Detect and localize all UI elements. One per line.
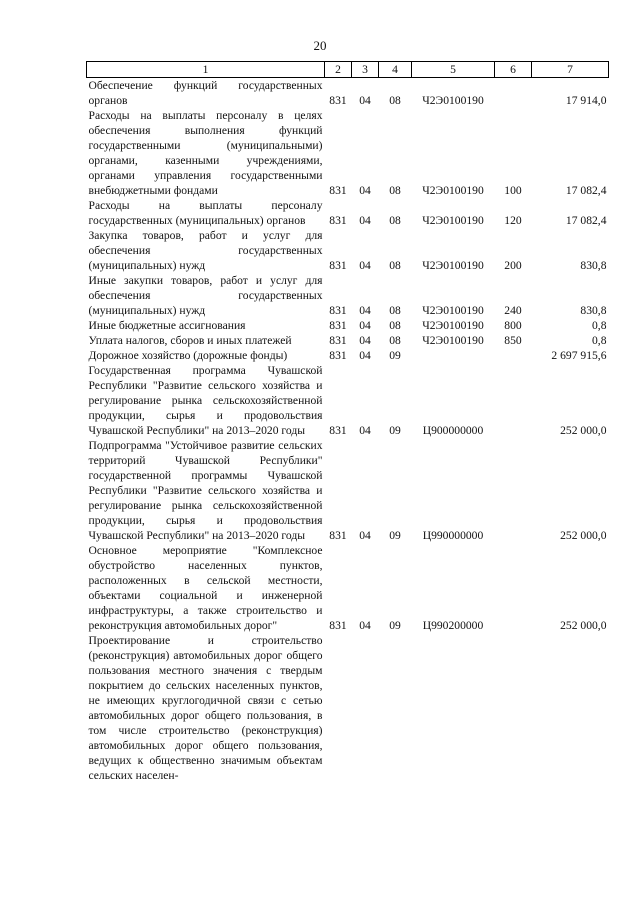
cell-target-article: Ч2Э0100190 xyxy=(422,214,484,227)
cell-target-article: Ц900000000 xyxy=(422,424,484,437)
table-row xyxy=(87,318,609,333)
row-name: Закупка товаров, работ и услуг для обеспечения государственных (муниципальных) нужд xyxy=(88,229,323,272)
cell-section: 04 xyxy=(359,319,371,332)
budget-table xyxy=(86,61,609,783)
cell-admin-code: 831 xyxy=(329,319,347,332)
cell-subsection: 08 xyxy=(389,319,401,332)
cell-expense-type: 240 xyxy=(504,304,522,317)
table-row xyxy=(87,228,609,273)
cell-amount: 17 082,4 xyxy=(565,214,607,227)
cell-section: 04 xyxy=(359,214,371,227)
cell-amount: 830,8 xyxy=(580,304,607,317)
cell-expense-type xyxy=(495,633,532,783)
column-header: 3 xyxy=(352,62,379,78)
cell-admin-code xyxy=(325,633,352,783)
cell-admin-code: 831 xyxy=(329,349,347,362)
table-row xyxy=(87,348,609,363)
column-header: 5 xyxy=(412,62,495,78)
row-name: Обеспечение функций государственных органов xyxy=(88,79,323,107)
cell-target-article xyxy=(412,633,495,783)
table-row xyxy=(87,363,609,438)
table-row xyxy=(87,78,609,109)
cell-subsection: 09 xyxy=(389,529,401,542)
row-name: Иные закупки товаров, работ и услуг для обеспечения государственных (муниципальных) нужд xyxy=(88,274,323,317)
cell-admin-code: 831 xyxy=(329,619,347,632)
cell-admin-code: 831 xyxy=(329,184,347,197)
cell-section xyxy=(352,633,379,783)
cell-amount: 0,8 xyxy=(592,334,607,347)
table-row xyxy=(87,108,609,198)
cell-expense-type xyxy=(495,543,532,633)
row-name: Основное мероприятие "Комплексное обустройство населенных пунктов, расположенных в сельской местности, объектами социальной и инженерной инфраструктуры, а также строительство и реконструкция автомобильных дорог" xyxy=(88,544,323,632)
cell-amount: 252 000,0 xyxy=(560,529,607,542)
cell-expense-type xyxy=(495,363,532,438)
column-header: 4 xyxy=(379,62,412,78)
table-header-row xyxy=(87,62,609,78)
cell-admin-code: 831 xyxy=(329,214,347,227)
column-header: 1 xyxy=(87,62,325,78)
cell-subsection: 08 xyxy=(389,334,401,347)
cell-section: 04 xyxy=(359,619,371,632)
cell-section: 04 xyxy=(359,334,371,347)
cell-admin-code: 831 xyxy=(329,94,347,107)
cell-section: 04 xyxy=(359,259,371,272)
row-name: Расходы на выплаты персоналу государственных (муниципальных) органов xyxy=(88,199,323,227)
row-name: Уплата налогов, сборов и иных платежей xyxy=(88,334,292,347)
table-row xyxy=(87,633,609,783)
cell-target-article: Ч2Э0100190 xyxy=(422,184,484,197)
cell-subsection: 08 xyxy=(389,214,401,227)
cell-subsection: 08 xyxy=(389,94,401,107)
table-row xyxy=(87,273,609,318)
cell-admin-code: 831 xyxy=(329,304,347,317)
cell-target-article: Ч2Э0100190 xyxy=(422,334,484,347)
cell-amount: 2 697 915,6 xyxy=(551,349,607,362)
cell-section: 04 xyxy=(359,529,371,542)
column-header: 6 xyxy=(495,62,532,78)
cell-expense-type xyxy=(495,438,532,543)
cell-target-article: Ч2Э0100190 xyxy=(422,94,484,107)
cell-subsection xyxy=(379,633,412,783)
row-name: Расходы на выплаты персоналу в целях обеспечения выполнения функций государственными (муниципальными) органами, казенными учреждениями, органами управления государственными внебюджетными фондами xyxy=(88,109,323,197)
cell-target-article: Ц990200000 xyxy=(422,619,484,632)
cell-amount: 17 914,0 xyxy=(565,94,607,107)
cell-admin-code: 831 xyxy=(329,529,347,542)
row-name: Государственная программа Чувашской Республики "Развитие сельского хозяйства и регулирование рынка сельскохозяйственной продукции, сырья и продовольствия Чувашской Республики" на 2013–2020 годы xyxy=(88,364,323,437)
cell-target-article: Ч2Э0100190 xyxy=(422,319,484,332)
table-row xyxy=(87,438,609,543)
cell-expense-type: 850 xyxy=(504,334,522,347)
cell-subsection: 08 xyxy=(389,304,401,317)
cell-section: 04 xyxy=(359,94,371,107)
column-header: 2 xyxy=(325,62,352,78)
row-name: Проектирование и строительство (реконструкция) автомобильных дорог общего пользования местного значения с твердым покрытием до сельских населенных пунктов, не имеющих круглогодичной связи с сетью автомобильных дорог общего пользования, в том числе строительство (реконструкция) автомобильных дорог общего пользования, ведущих к общественно значимым объектам сельских населен- xyxy=(88,634,323,782)
cell-amount: 0,8 xyxy=(592,319,607,332)
cell-section: 04 xyxy=(359,349,371,362)
row-name: Иные бюджетные ассигнования xyxy=(88,319,246,332)
cell-section: 04 xyxy=(359,304,371,317)
cell-subsection: 08 xyxy=(389,259,401,272)
cell-subsection: 08 xyxy=(389,184,401,197)
cell-admin-code: 831 xyxy=(329,334,347,347)
cell-expense-type: 800 xyxy=(504,319,522,332)
cell-section: 04 xyxy=(359,184,371,197)
cell-subsection: 09 xyxy=(389,619,401,632)
cell-expense-type: 100 xyxy=(504,184,522,197)
row-name: Дорожное хозяйство (дорожные фонды) xyxy=(88,349,288,362)
cell-amount: 17 082,4 xyxy=(565,184,607,197)
cell-subsection: 09 xyxy=(389,349,401,362)
page-number: 20 xyxy=(313,38,327,53)
row-name: Подпрограмма "Устойчивое развитие сельских территорий Чувашской Республики" государственной программы Чувашской Республики "Развитие сельского хозяйства и регулирование рынка сельскохозяйственной продукции, сырья и продовольствия Чувашской Республики" на 2013–2020 годы xyxy=(88,439,323,542)
cell-amount: 252 000,0 xyxy=(560,424,607,437)
cell-target-article xyxy=(412,348,495,363)
cell-expense-type: 200 xyxy=(504,259,522,272)
cell-admin-code: 831 xyxy=(329,424,347,437)
cell-subsection: 09 xyxy=(389,424,401,437)
cell-amount: 830,8 xyxy=(580,259,607,272)
column-header: 7 xyxy=(532,62,609,78)
cell-expense-type xyxy=(495,78,532,109)
cell-section: 04 xyxy=(359,424,371,437)
cell-target-article: Ч2Э0100190 xyxy=(422,259,484,272)
table-row xyxy=(87,198,609,228)
cell-target-article: Ч2Э0100190 xyxy=(422,304,484,317)
table-row xyxy=(87,543,609,633)
cell-expense-type xyxy=(495,348,532,363)
cell-expense-type: 120 xyxy=(504,214,522,227)
cell-admin-code: 831 xyxy=(329,259,347,272)
cell-amount: 252 000,0 xyxy=(560,619,607,632)
table-row xyxy=(87,333,609,348)
cell-amount xyxy=(532,633,609,783)
cell-target-article: Ц990000000 xyxy=(422,529,484,542)
